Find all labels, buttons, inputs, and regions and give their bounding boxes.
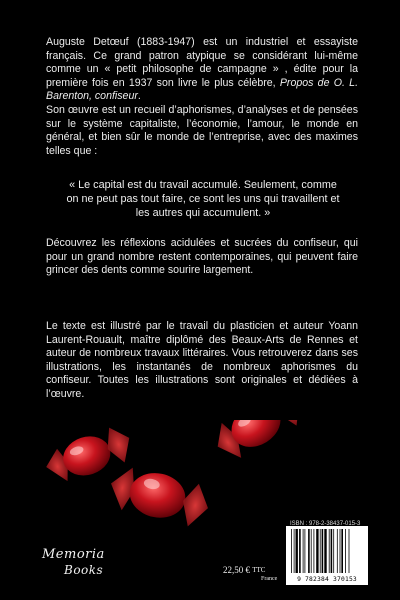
barcode-bar [303, 529, 304, 573]
publisher-logo [38, 548, 116, 584]
candy-2 [106, 464, 213, 530]
intro-period: . [137, 90, 141, 103]
isbn-label: ISBN : 978-2-38437-015-3 [290, 521, 361, 527]
barcode-bar [320, 529, 321, 573]
publisher-name-line2: Books [64, 563, 104, 577]
barcode-bar [340, 529, 341, 573]
featured-quote: « Le capital est du travail accumulé. Seulement, comme on ne peut pas tout faire, ce sont les uns qui travaillent et les autres qui accumulent. » [66, 179, 340, 219]
barcode-bar [314, 529, 315, 573]
candy-3 [208, 420, 310, 467]
price-amount: 22,50 € [223, 565, 250, 575]
candy-illustration [30, 420, 330, 540]
price-country: France [261, 576, 278, 582]
barcode-number: 9 782384 370153 [286, 575, 368, 585]
discover-paragraph: Découvrez les réflexions acidulées et sucrées du confiseur, qui pour un grand nombre restent contemporaines, qui peuvent faire grincer des dents comme sourire largement. [46, 237, 358, 277]
barcode-bar [299, 529, 301, 573]
intro-text: Auguste Detœuf (1883-1947) est un industriel et essayiste français. Ce grand patron atypique se considérant lui-même comme un « petit philosophe de campagne » , édite pour la première fois en 1937 son livre le plus célèbre, [46, 36, 358, 89]
barcode-bar [345, 529, 346, 573]
barcode [286, 526, 368, 576]
book-title: Propos de O. L. Barenton, confiseur [46, 76, 359, 103]
barcode-bar [322, 529, 324, 573]
barcode-bar [337, 529, 338, 573]
barcode-bar [316, 529, 318, 573]
barcode-bar [329, 529, 330, 573]
illustration-paragraph: Le texte est illustré par le travail du plasticien et auteur Yoann Laurent-Rouault, maître diplômé des Beaux-Arts de Rennes et auteur de nombreux travaux littéraires. Vous retrouverez dans ses illustrations, les instantanés de nombreux aphorismes du confiseur. Toutes les illustrations sont originales et dédiées à l’œuvre. [46, 320, 358, 400]
summary-text: Son œuvre est un recueil d’aphorismes, d’analyses et de pensées sur le système capitaliste, l’économie, l’amour, le monde en général, et bien sûr le monde de l’entreprise, avec des maximes telles que : [46, 103, 358, 157]
barcode-bar [349, 529, 350, 573]
barcode-bar [333, 529, 334, 573]
barcode-bar [324, 529, 326, 573]
barcode-bar [305, 529, 306, 573]
intro-paragraph [46, 36, 358, 158]
publisher-name-line1: Memoria [42, 547, 105, 562]
barcode-bar [308, 529, 310, 573]
barcode-bar [294, 529, 295, 573]
barcode-bar [331, 529, 333, 573]
price-ttc: TTC [252, 566, 266, 574]
price-label [223, 565, 278, 582]
barcode-bar [341, 529, 343, 573]
barcode-bar [291, 529, 292, 573]
barcode-bar [296, 529, 298, 573]
barcode-bar [311, 529, 312, 573]
